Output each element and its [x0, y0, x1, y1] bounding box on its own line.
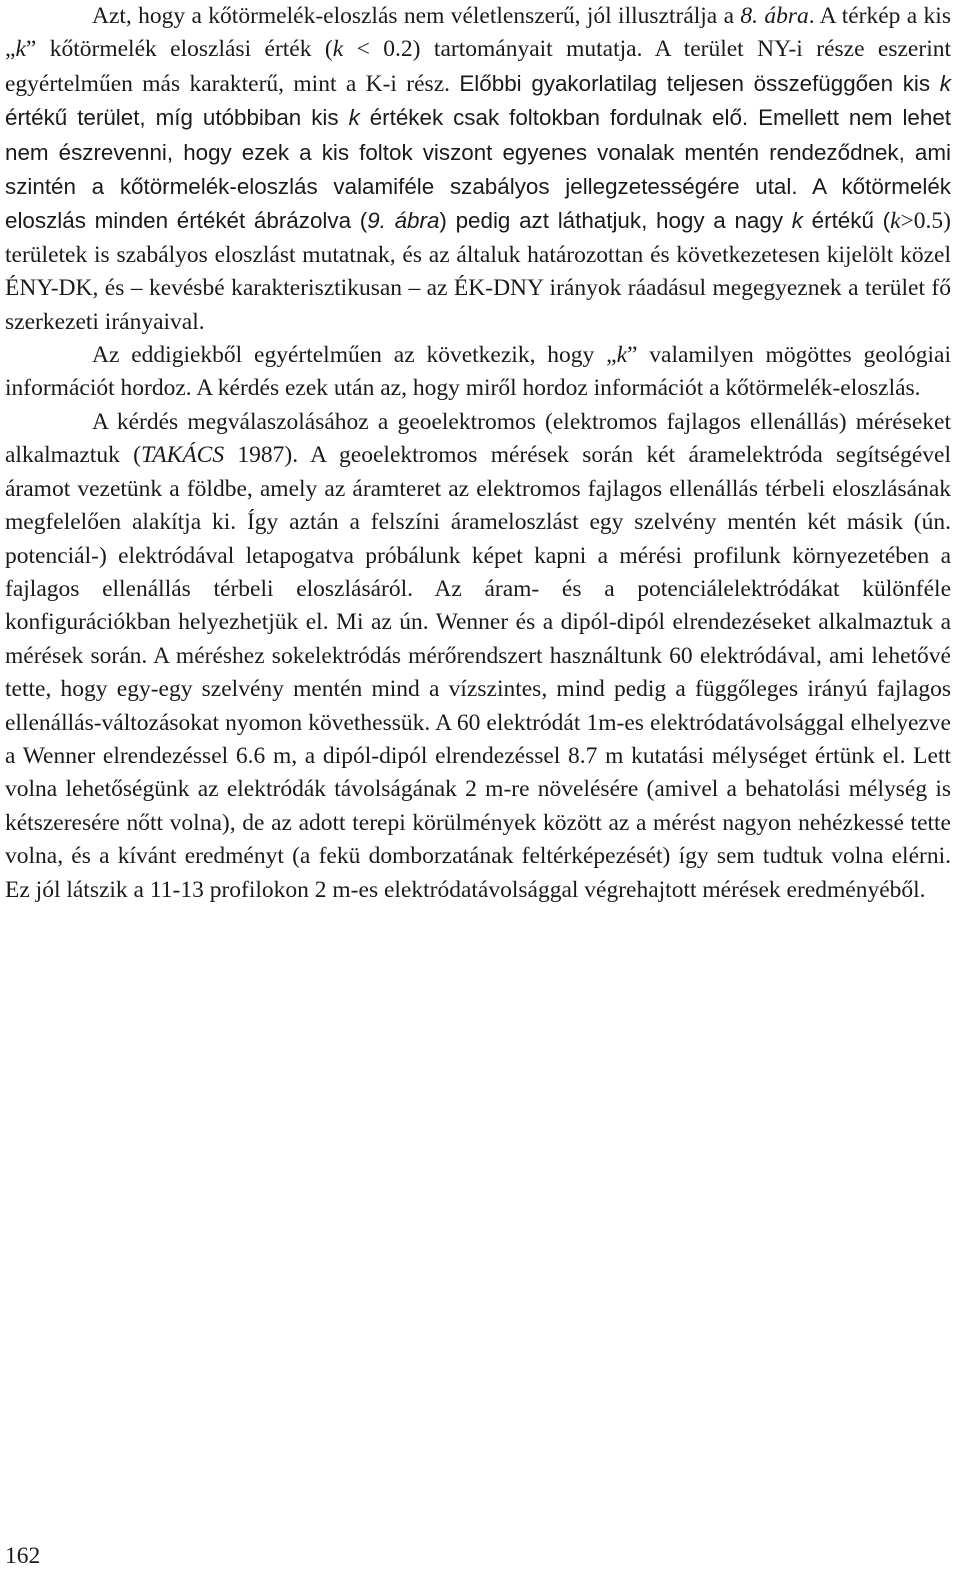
text-segment: Előbbi gyakorlatilag teljesen összefüggően kis [459, 70, 940, 96]
paragraph-1 [5, 0, 951, 339]
text-segment: 1987). A geoelektromos mérések során két áramelektróda segítségével áramot vezetünk a földbe, amely az áramteret az elektromos fajlagos ellenállás térbeli eloszlásának megfelelően alakítja ki. Így aztán a felszíni árameloszlást egy szelvény mentén két másik (ún. potenciál-) elektródával letapogatva próbálunk képet kapni a mérési profilunk környezetében a fajlagos ellenállás térbeli eloszlásáról. Az áram- és a potenciálelektródákat különféle konfigurációkban helyezhetjük el. Mi az ún. Wenner és a dipól-dipól elrendezéseket alkalmaztuk a mérések során. A méréshez sokelektródás mérőrendszert használtunk 60 elektródával, ami lehetővé tette, hogy egy-egy szelvény mentén mind a vízszintes, mind pedig a függőleges irányú fajlagos ellenállás-változásokat nyomon követhessük. A 60 elektródát 1m-es elektródatávolsággal elhelyezve a Wenner elrendezéssel 6.6 m, a dipól-dipól elrendezéssel 8.7 m kutatási mélységet értünk el. Lett volna lehetőségünk az elektródák távolságának 2 m-re növelésére (amivel a behatolási mélység is kétszeresére nőtt volna), de az adott terepi körülmények között az a mérést nagyon nehézkessé tette volna, és a kívánt eredményt (a fekü domborzatának feltérképezését) így sem tudtuk volna elérni. Ez jól látszik a 11-13 profilokon 2 m-es elektródatávolsággal végrehajtott mérések eredményéből. [5, 442, 951, 903]
text-segment: k [890, 208, 901, 235]
text-segment: ) pedig azt láthatjuk, hogy a nagy [439, 208, 792, 234]
text-segment: k [939, 70, 951, 96]
text-segment: ” kőtörmelék eloszlási érték ( [25, 36, 333, 63]
text-segment: ” valamilyen mögöttes geológiai információt hordoz. A kérdés ezek után az, hogy miről hordoz információt a kőtörmelék-eloszlás. [5, 342, 952, 402]
text-segment: értékű ( [802, 208, 891, 234]
text-segment: 9. ábra [367, 208, 440, 234]
text-segment: >0.5) területek is szabályos eloszlást mutatnak, és az általuk határozottan és következetesen kijelölt közel ÉNY-DK, és – kevésbé karakterisztikusan – az ÉK-DNY irányok ráadásul megegyeznek a terület fő szerkezeti irányaival. [5, 208, 951, 335]
text-segment: k [332, 36, 344, 63]
text-segment: k [616, 342, 628, 369]
text-segment: . A térkép a kis „ [5, 3, 951, 63]
text-segment: Azt, hogy a kőtörmelék-eloszlás nem véletlenszerű, jól illusztrálja a [92, 3, 741, 29]
text-segment: k [348, 105, 360, 131]
text-segment: k [791, 208, 803, 234]
text-segment: TAKÁCS [140, 442, 225, 469]
text-segment: A kérdés megválaszolásához a geoelektromos (elektromos fajlagos ellenállás) méréseket alkalmaztuk ( [5, 408, 951, 469]
text-segment: 8. ábra [740, 3, 809, 29]
text-segment: Az eddigiekből egyértelműen az következik, hogy „ [92, 342, 617, 369]
page-number: 162 [5, 1543, 41, 1569]
paragraph-3 [5, 406, 951, 907]
text-segment: k [15, 36, 26, 63]
text-segment: értékű terület, míg utóbbiban kis [5, 105, 349, 131]
paragraph-2 [5, 339, 951, 406]
text-segment: < 0.2) tartományait mutatja. A terület NY-i része eszerint egyértelműen más karakterű, mint a K-i rész. [5, 36, 951, 97]
text-segment: értékek csak foltokban fordulnak elő. Emellett nem lehet nem észrevenni, hogy ezek a kis foltok viszont egyenes vonalak mentén rendeződnek, ami szintén a kőtörmelék-eloszlás valamiféle szabályos jellegzetességére utal. A kőtörmelék eloszlás minden értékét ábrázolva ( [5, 105, 952, 234]
document-page [5, 0, 951, 907]
